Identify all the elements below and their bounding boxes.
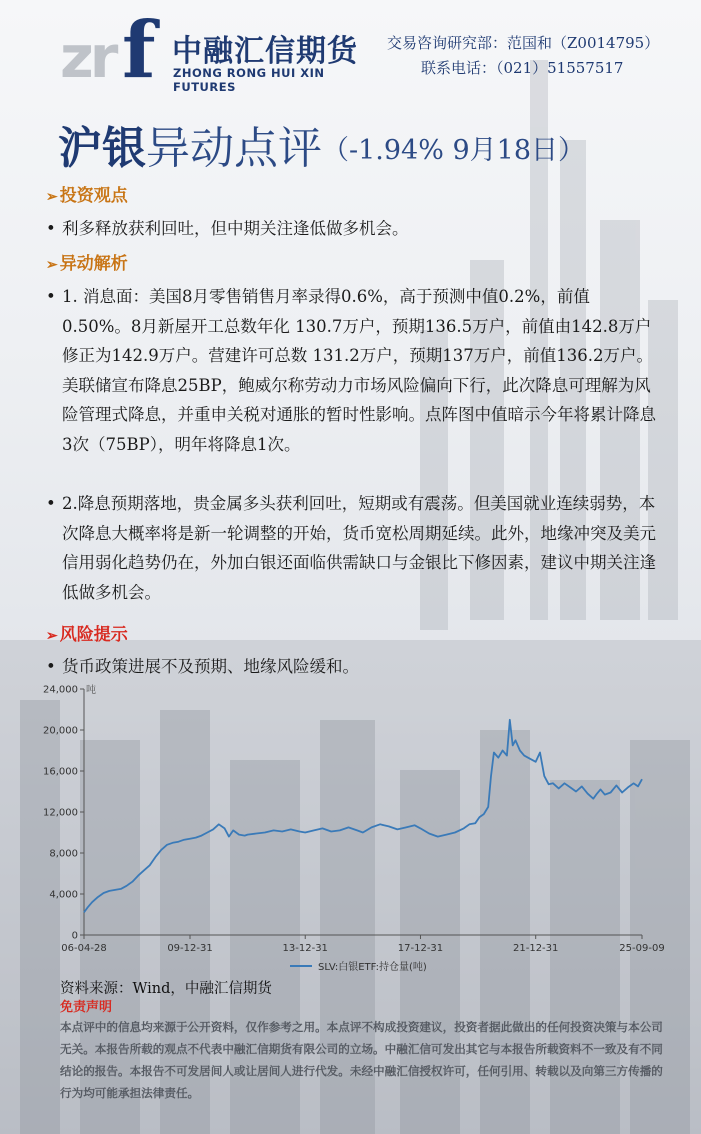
y-tick-label: 0: [71, 930, 78, 942]
section-heading-risk: [46, 620, 128, 645]
section-heading-analysis: [46, 249, 128, 274]
slv-holdings-chart: [40, 676, 680, 976]
y-tick-label: 12,000: [43, 807, 78, 819]
bullet-icon: •: [46, 287, 56, 306]
x-tick-label: 21-12-31: [513, 943, 559, 954]
section-heading-analysis-label: 异动解析: [59, 254, 128, 274]
x-tick-label: 13-12-31: [282, 943, 328, 954]
x-tick-label: 25-09-09: [619, 943, 665, 954]
view-text: 利多释放获利回吐，但中期关注逢低做多机会。: [62, 219, 409, 238]
x-tick-label: 17-12-31: [397, 943, 444, 954]
bullet-icon: •: [46, 494, 56, 513]
x-tick-label: 09-12-31: [167, 943, 213, 954]
y-tick-label: 20,000: [43, 725, 78, 737]
logo-f-letter: f: [122, 5, 156, 96]
bullet-icon: •: [46, 657, 56, 676]
title-main: 沪银: [58, 123, 146, 174]
y-axis-unit: 吨: [86, 685, 96, 696]
logo-chinese-name: 中融汇信期货: [172, 34, 358, 69]
arrow-icon: ➢: [46, 189, 58, 205]
title-sub: 异动点评: [146, 123, 322, 174]
risk-text: 货币政策进展不及预期、地缘风险缓和。: [62, 657, 359, 676]
logo-zr-letters: zr: [60, 23, 115, 91]
section-heading-view: [46, 181, 128, 206]
bullet-icon: •: [46, 219, 56, 238]
contact-analyst: 交易咨询研究部：范国和（Z0014795）: [387, 34, 660, 52]
y-tick-label: 8,000: [49, 848, 78, 860]
section-heading-risk-label: 风险提示: [59, 625, 128, 645]
disclaimer-text: 本点评中的信息均来源于公开资料，仅作参考之用。本点评不构成投资建议，投资者据此做出的任何投资决策与本公司无关。本报告所载的观点不代表中融汇信期货有限公司的立场。中融汇信可发出其它与本报告所载资料不一致及有不同结论的报告。本报告不可发居间人或让居间人进行代发。未经中融汇信授权许可，任何引用、转载以及向第三方传播的行为均可能承担法律责任。: [60, 1020, 663, 1100]
view-paragraph: [46, 214, 656, 244]
title-change-date: （-1.94% 9月18日）: [322, 135, 586, 166]
analysis-text-2: 2.降息预期落地，贵金属多头获利回吐，短期或有震荡。但美国就业连续弱势，本次降息大概率将是新一轮调整的开始，货币宽松周期延续。此外，地缘冲突及美元信用弱化趋势仍在，外加白银还面临供需缺口与金银比下修因素，建议中期关注逢低做多机会。: [62, 494, 656, 602]
section-heading-view-label: 投资观点: [59, 186, 128, 206]
y-tick-label: 16,000: [43, 766, 78, 778]
legend-label: SLV:白银ETF:持仓量(吨): [318, 962, 427, 973]
company-logo: [60, 5, 380, 96]
disclaimer-title: 免责声明: [60, 1000, 113, 1015]
analysis-paragraph-2: [46, 489, 656, 607]
arrow-icon: ➢: [46, 257, 58, 273]
analysis-text-1: 1. 消息面：美国8月零售销售月率录得0.6%，高于预测中值0.2%，前值0.50%。8月新屋开工总数年化 130.7万户，预期136.5万户，前值由142.8万户修正为142.9万户。营建许可总数 131.2万户，预期137万户，前值136.2万户。美联储宣布降息25BP，鲍威尔称劳动力市场风险偏向下行，此次降息可理解为风险管理式降息，并重申关税对通胀的暂时性影响。点阵图中值暗示今年将累计降息3次（75BP），明年将降息1次。: [62, 287, 656, 454]
x-tick-label: 06-04-28: [61, 943, 107, 954]
y-tick-label: 4,000: [49, 889, 78, 901]
y-tick-label: 24,000: [43, 684, 78, 696]
contact-info: [387, 31, 659, 81]
arrow-icon: ➢: [46, 628, 58, 644]
analysis-paragraph-1: [46, 282, 656, 459]
series-line: [84, 720, 642, 913]
contact-phone: 联系电话：（021）51557517: [421, 59, 624, 77]
data-source: 资料来源：Wind，中融汇信期货: [60, 981, 272, 997]
chart-svg: [40, 676, 680, 976]
logo-english-name: ZHONG RONG HUI XIN FUTURES: [173, 66, 325, 94]
page-title: [58, 112, 585, 176]
